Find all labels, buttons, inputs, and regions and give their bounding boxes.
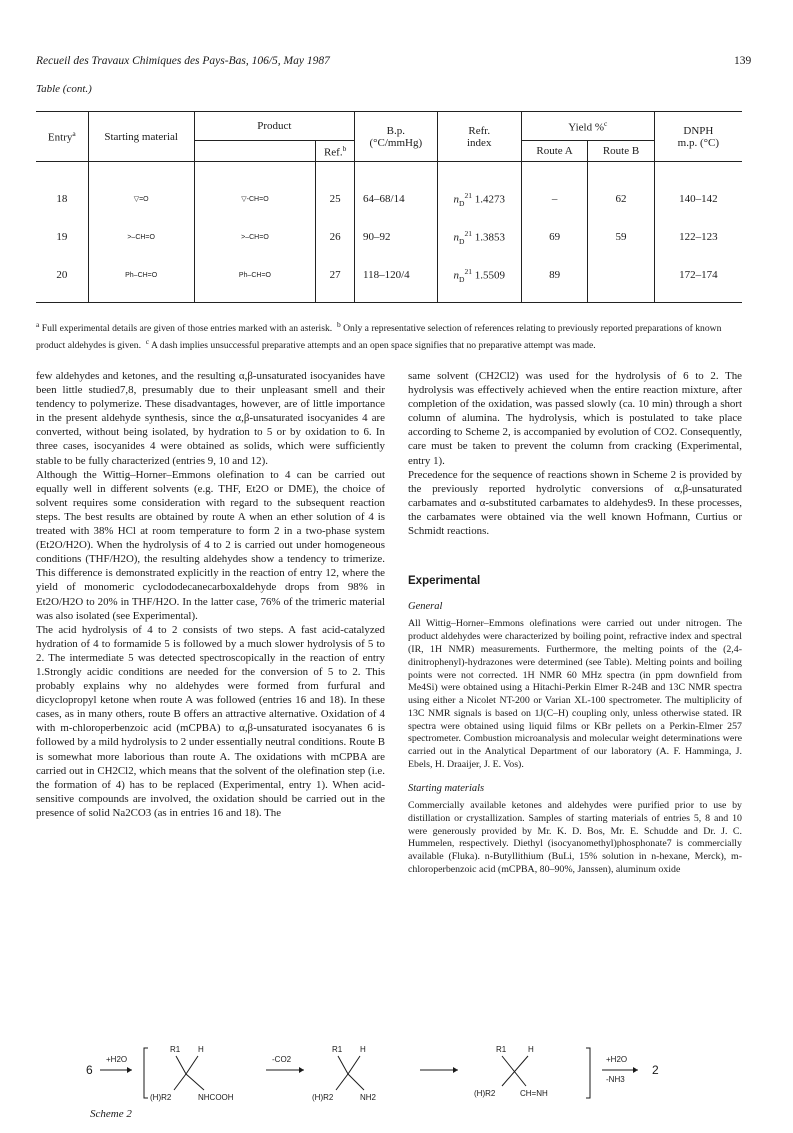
table-caption: Table (cont.) <box>36 83 92 95</box>
svg-text:-CO2: -CO2 <box>272 1055 292 1064</box>
paragraph: Precedence for the sequence of reactions shown in Scheme 2 is provided by the previously reported hydrolytic conversions of α,β-unsaturated carbamates and α-substituted carbamates to aldehydes9. In these processes, the carbamates were obtained via the well known Hofmann, Curtius or Schmidt reactions. <box>408 468 742 538</box>
col-entry: Entry$^a$ <box>47 129 76 144</box>
svg-text:+H2O: +H2O <box>106 1055 128 1064</box>
data-table <box>36 111 742 303</box>
page-number: 139 <box>734 55 752 67</box>
scheme-start: 6 <box>86 1063 93 1077</box>
structure-image: >–CH=O <box>194 218 316 256</box>
col-route-a: Route A <box>521 141 587 162</box>
scheme-end: 2 <box>652 1063 659 1077</box>
paragraph: Commercially available ketones and aldehydes were purified prior to use by distillation or crystallization. Samples of starting materials of entries 5, 8 and 10 were generously provided by Mr. K. D. Bos, Mr. E. Schudde and Dr. J. C. Hummelen, respectively. Diethyl (isocyanomethyl)phosphonate7 is commercially available (Fluka). n-Butyllithium (BuLi, 15% solution in n-hexane, Merck), m-chloroperbenzoic acid (mCPBA, 80–90%, Janssen), aluminum oxide <box>408 799 742 875</box>
subsection-heading: Starting materials <box>408 782 485 794</box>
paragraph: few aldehydes and ketones, and the resulting α,β-unsaturated isocyanides have been little studied7,8, presumably due to their unpleasant smell and their tendency to polymerize. These disadvantages, however, are of little importance in the present aldehyde synthesis, since the α,β-unsaturated isocyanides 4 are converted, without being isolated, by hydration to 5 or by oxidation to 6. In three cases, isocyanides 4 were obtained as solids, which were sufficiently stable to be fully characterized (entries 9, 10 and 12). <box>36 370 385 467</box>
svg-text:R1: R1 <box>496 1045 507 1054</box>
svg-text:NHCOOH: NHCOOH <box>198 1093 234 1102</box>
structure-image: ▽=O <box>88 162 194 219</box>
col-ref: Ref.$^b$ <box>316 141 355 162</box>
svg-text:R1: R1 <box>332 1045 343 1054</box>
col-product: Product <box>194 112 354 141</box>
svg-text:NH2: NH2 <box>360 1093 377 1102</box>
table-row: 20 Ph–CH=O Ph–CH=O 27 118–120/4 $n_D^{21}$ 1.5509 89 172–174 <box>36 256 742 303</box>
structure-image: Ph–CH=O <box>194 256 316 303</box>
subsection-heading: General <box>408 601 443 613</box>
paragraph: Although the Wittig–Horner–Emmons olefination to 4 can be carried out equally well in different solvents (e.g. THF, Et2O or DME), the choice of solvent requires some consideration with regard to the subsequent reaction steps. The best results are obtained by route A when an ether solution of 4 is treated with 38% HCl at room temperature to form 2 in a two-phase system (Et2O/H2O). When the hydrolysis of 4 to 2 is carried out under homogeneous conditions (THF/H2O), the resulting aldehydes show a tendency to trimerize. This difference is demonstrated explicitly in the reaction of entry 12, where the yield of monomeric cyclododecanecarboxaldehyde drops from 98% in Et2O/H2O to 20% in THF/H2O. In the latter case, 76% of the trimeric material was also isolated (see Experimental). <box>36 468 385 622</box>
structure-image: ▽-CH=O <box>194 162 316 219</box>
scheme-2-diagram <box>86 1040 726 1104</box>
left-column <box>36 369 385 820</box>
col-route-b: Route B <box>588 141 654 162</box>
running-header: Recueil des Travaux Chimiques des Pays-Bas, 106/5, May 1987 <box>36 55 330 67</box>
table-footnotes: $^a$ Full experimental details are given of those entries marked with an asterisk. $^b$ Only a representative selection of references relating to previously reported preparations of known product aldehydes is given. $^c$ A dash implies unsuccessful preparative attempts and an open space signifies that no preparative attempt was made. <box>36 320 722 352</box>
svg-text:(H)R2: (H)R2 <box>150 1093 172 1102</box>
table-row: 18 ▽=O ▽-CH=O 25 64–68/14 $n_D^{21}$ 1.4273 – 62 140–142 <box>36 162 742 219</box>
structure-image: Ph–CH=O <box>88 256 194 303</box>
paragraph: same solvent (CH2Cl2) was used for the hydrolysis of 6 to 2. The hydrolysis was effectively achieved when the entire reaction mixture, after completion of the oxidation, was passed slowly (ca. 10 min) through a short column of alumina. The hydrolysis, which is postulated to take place according to Scheme 2, is accompanied by evolution of CO2. Consequently, care must be taken to prevent the column from cracking (Experimental, entry 1). <box>408 370 742 467</box>
scheme-caption: Scheme 2 <box>90 1108 132 1120</box>
col-dnph: DNPH m.p. (°C) <box>654 112 742 162</box>
col-yield: Yield %$^c$ <box>521 112 654 141</box>
svg-text:(H)R2: (H)R2 <box>474 1089 496 1098</box>
svg-text:R1: R1 <box>170 1045 181 1054</box>
paragraph: The acid hydrolysis of 4 to 2 consists of two steps. A fast acid-catalyzed hydration of 4 to formamide 5 is followed by a much slower hydrolysis of 5 to 2. The intermediate 5 was detected spectroscopically in the reaction of entry 1.Strongly acidic conditions are needed for the conversion of 5 to 2. This probably explains why no aldehydes were formed from furfural and dicyclopropyl ketone when route A was followed (entries 16 and 18). In these cases, as in many others, route B offers an attractive alternative. Oxidation of 4 with m-chloroperbenzoic acid (mCPBA) to α,β-unsaturated isocyanates 6 is followed by a mild hydrolysis to 2 under essentially neutral conditions. Route B is somewhat more laborious than route A. The oxidations with mCPBA are carried out in CH2Cl2, which means that the solvent of the olefination step (i.e. the formation of 4) has to be replaced (Experimental, entry 1). When acid-sensitive compounds are involved, the oxidation should be carried out in the presence of solid Na2CO3 (as in entries 16 and 18). The <box>36 623 385 819</box>
col-bp: B.p. (°C/mmHg) <box>355 112 438 162</box>
col-refr: Refr. index <box>437 112 521 162</box>
table-row: 19 >–CH=O >–CH=O 26 90–92 $n_D^{21}$ 1.3853 69 59 122–123 <box>36 218 742 256</box>
right-column <box>408 369 742 877</box>
svg-text:+H2O: +H2O <box>606 1055 628 1064</box>
col-start: Starting material <box>88 112 194 162</box>
paragraph: All Wittig–Horner–Emmons olefinations were carried out under nitrogen. The product aldehydes were characterized by boiling point, refractive index and spectral (IR, 1H NMR) measurements. Furthermore, the melting points of the (2,4-dinitrophenyl)-hydrazones were determined (see Table). Melting points and boiling points were not corrected. 1H NMR 60 MHz spectra (in ppm downfield from Me4Si) were obtained using a Hitachi-Perkin Elmer R-24B and 13C NMR spectra using either a Nicolet NT-200 or Varian XL-100 spectrometer. The multiplicity of 13C NMR signals is based on 1J(C–H) coupling only, unless otherwise stated. IR spectra were obtained using liquid films or KBr pellets on a Perkin-Elmer 257 spectrometer. Combustion microanalysis and molecular weight determinations were carried out in the Analytical Department of our laboratory (A. F. Hamminga, J. Ebels, H. Draaijer, J. E. Vos). <box>408 618 742 771</box>
section-heading: Experimental <box>408 575 481 588</box>
svg-text:-NH3: -NH3 <box>606 1075 625 1084</box>
svg-text:CH=NH: CH=NH <box>520 1089 548 1098</box>
svg-text:H: H <box>360 1045 366 1054</box>
structure-image: >–CH=O <box>88 218 194 256</box>
svg-text:(H)R2: (H)R2 <box>312 1093 334 1102</box>
svg-text:H: H <box>528 1045 534 1054</box>
svg-text:H: H <box>198 1045 204 1054</box>
